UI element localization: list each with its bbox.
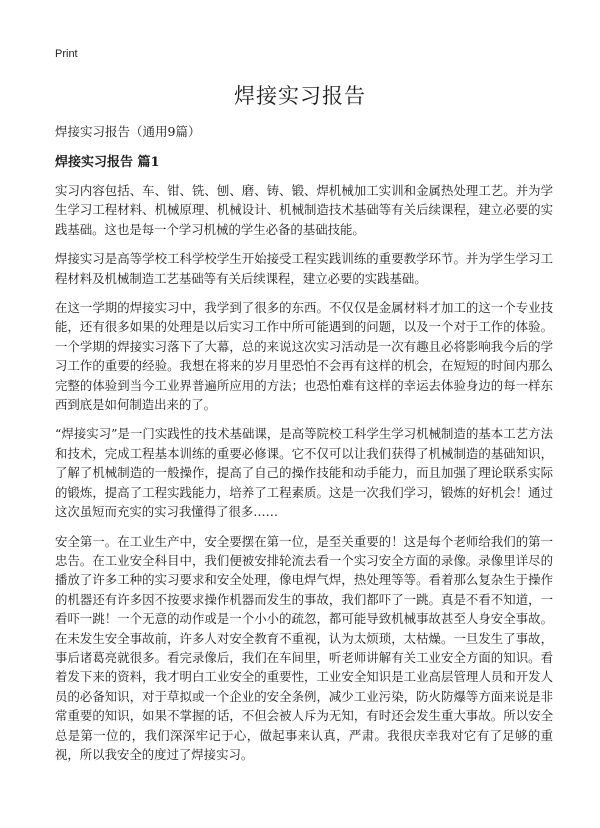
paragraph: “焊接实习”是一门实践性的技术基础课，是高等院校工科学生学习机械制造的基本工艺方法和技术，完成工程基本训练的重要必修课。它不仅可以让我们获得了机械制造的基础知识，了解了机械制造的一般操作，提高了自己的操作技能和动手能力，而且加强了理论联系实际的锻炼，提高了工程实践能力，培养了工程素质。这是一次我们学习，锻炼的好机会！通过这次虽短而充实的实习我懂得了很多…… [55, 426, 553, 520]
section-heading: 焊接实习报告 篇1 [55, 155, 160, 170]
print-link[interactable]: Print [55, 48, 78, 60]
paragraph: 在这一学期的焊接实习中，我学到了很多的东西。不仅仅是金属材料才加工的这一个专业技能，还有很多如果的处理是以后实习工作中所可能遇到的问题，以及一个对于工作的体验。一个学期的焊接实习落下了大幕，总的来说这次实习活动是一次有趣且必将影响我今后的学习工作的重要的经验。我想在将来的岁月里恐怕不会再有这样的机会，在短短的时间内那么完整的体验到当今工业界普遍所应用的方法；也恐怕难有这样的幸运去体验身边的每一样东西到底是如何制造出来的了。 [55, 300, 553, 413]
paragraph: 焊接实习是高等学校工科学校学生开始接受工程实践训练的重要教学环节。并为学生学习工程材料及机械制造工艺基础等有关后续课程，建立必要的实践基础。 [55, 251, 553, 286]
article-body [55, 181, 553, 774]
document-subtitle: 焊接实习报告（通用9篇） [55, 124, 201, 139]
paragraph: 实习内容包括、车、钳、铣、刨、磨、铸、锻、焊机械加工实训和金属热处理工艺。并为学生学习工程材料、机械原理、机械设计、机械制造技术基础等有关后续课程，建立必要的实践基础。这也是每一个学习机械的学生必备的基础技能。 [55, 183, 553, 237]
page-title: 焊接实习报告 [234, 84, 366, 108]
paragraph: 安全第一。在工业生产中，安全要摆在第一位，是至关重要的！这是每个老师给我们的第一忠告。在工业安全科目中，我们便被安排轮流去看一个实习安全方面的录像。录像里详尽的播放了许多工种的实习要求和安全处理，像电焊气焊，热处理等等。看着那么复杂生于操作的机器还有许多因不按要求操作机器而发生的事故，我们都吓了一跳。真是不看不知道，一看吓一跳！一个无意的动作或是一个小小的疏忽，都可能导致机械事故甚至人身安全事故。在未发生安全事故前，许多人对安全教育不重视，认为太烦琐，太枯燥。一旦发生了事故，事后诸葛亮就很多。看完录像后，我们在车间里，听老师讲解有关工业安全方面的知识。看着发下来的资料，我才明白工业安全的重要性，工业安全知识是工业高层管理人员和开发人员的必备知识，对于草拟或一个企业的安全条例，减少工业污染，防火防爆等方面来说是非常重要的知识，如果不掌握的话，不但会被人斥为无知，有时还会发生重大事故。所以安全总是第一位的，我们深深牢记于心，做起事来认真，严肃。我很庆幸我对它有了足够的重视，所以我安全的度过了焊接实习。 [55, 533, 553, 762]
